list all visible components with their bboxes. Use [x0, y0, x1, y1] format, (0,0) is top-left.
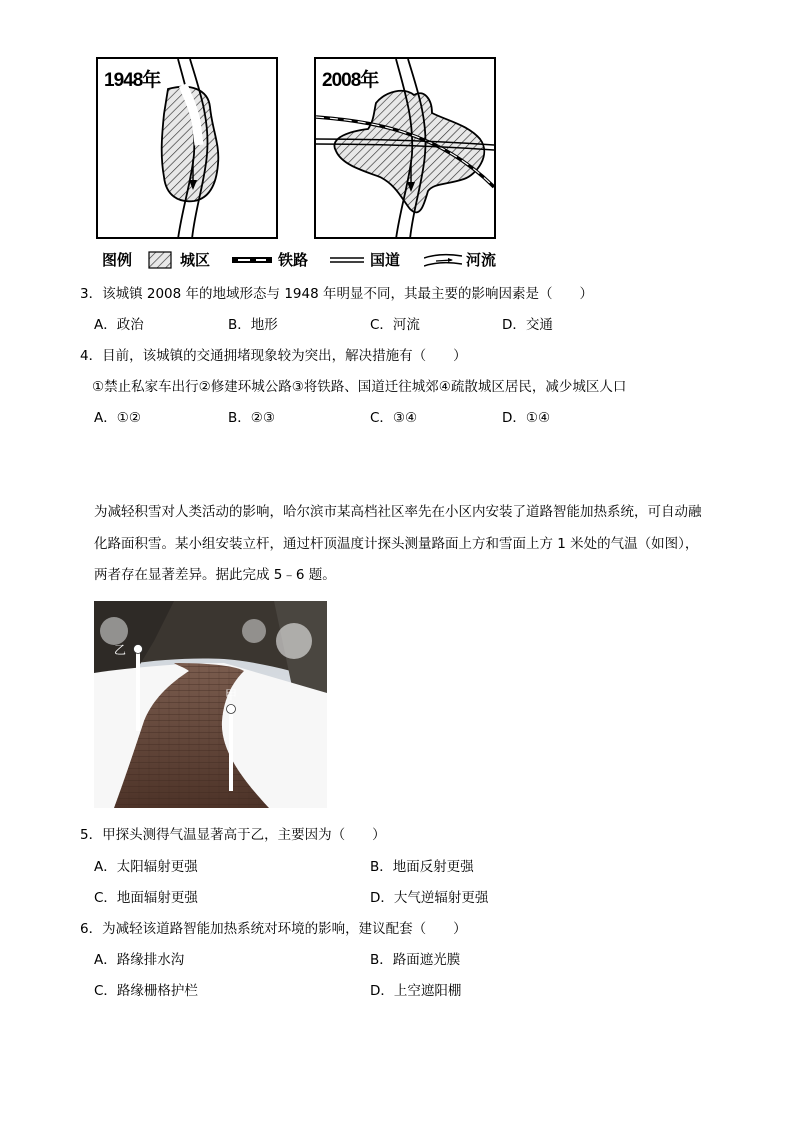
probe-jia: [227, 705, 236, 714]
q4-option-b[interactable]: B．②③: [228, 410, 275, 426]
q3-option-b[interactable]: B．地形: [228, 317, 278, 333]
legend-label-railway: 铁路: [278, 251, 309, 269]
question-4-stem: 4．目前，该城镇的交通拥堵现象较为突出，解决措施有（ ）: [80, 348, 467, 364]
map-2008-year-label: 2008年: [322, 70, 379, 91]
question-3-stem: 3．该城镇 2008 年的地域形态与 1948 年明显不同，其最主要的影响因素是（ ）: [80, 286, 593, 302]
map-2008-drawing: [316, 59, 494, 237]
probe-yi: [134, 645, 143, 654]
q4-option-a[interactable]: A．①②: [94, 410, 141, 426]
q4-option-c[interactable]: C．③④: [370, 410, 418, 426]
river-symbol-icon: [424, 252, 462, 270]
question-4-statements: ①禁止私家车出行②修建环城公路③将铁路、国道迁往城郊④疏散城区居民，减少城区人口: [92, 379, 627, 395]
passage-line-1: 为减轻积雪对人类活动的影响，哈尔滨市某高档社区率先在小区内安装了道路智能加热系统，可自动融: [94, 504, 702, 520]
q4-option-d[interactable]: D．①④: [502, 410, 551, 426]
question-5-stem: 5．甲探头测得气温显著高于乙，主要因为（ ）: [80, 827, 386, 843]
q5-option-c[interactable]: C．地面辐射更强: [94, 890, 198, 906]
national-road-symbol-icon: [330, 255, 364, 265]
q6-option-b[interactable]: B．路面遮光膜: [370, 952, 461, 968]
q6-option-d[interactable]: D．上空遮阳棚: [370, 983, 462, 999]
heated-road-photo: [94, 601, 327, 808]
urban-area-hatch-icon: [148, 251, 172, 269]
legend-label-river: 河流: [466, 251, 497, 269]
q5-option-a[interactable]: A．太阳辐射更强: [94, 859, 198, 875]
legend-label-road: 国道: [370, 251, 401, 269]
q6-option-c[interactable]: C．路缘栅格护栏: [94, 983, 198, 999]
map-1948-year-label: 1948年: [104, 70, 161, 91]
railway-symbol-icon: [232, 255, 272, 265]
passage-line-2: 化路面积雪。某小组安装立杆，通过杆顶温度计探头测量路面上方和雪面上方 1 米处的气温（如图），: [94, 536, 699, 552]
photo-label-yi: 乙: [114, 643, 127, 657]
q3-option-d[interactable]: D．交通: [502, 317, 553, 333]
passage-line-3: 两者存在显著差异。据此完成 5﹣6 题。: [94, 567, 336, 583]
question-6-stem: 6．为减轻该道路智能加热系统对环境的影响，建议配套（ ）: [80, 921, 467, 937]
map-legend: [102, 250, 522, 272]
q6-option-a[interactable]: A．路缘排水沟: [94, 952, 185, 968]
legend-title: 图例: [102, 251, 133, 269]
q3-option-a[interactable]: A．政治: [94, 317, 144, 333]
q5-option-d[interactable]: D．大气逆辐射更强: [370, 890, 489, 906]
heated-road-photo-drawing: [94, 601, 327, 808]
q5-option-b[interactable]: B．地面反射更强: [370, 859, 474, 875]
legend-label-urban: 城区: [180, 251, 211, 269]
map-1948-drawing: [98, 59, 276, 237]
photo-label-jia: 甲: [225, 688, 238, 702]
map-1948: [96, 57, 278, 239]
q3-option-c[interactable]: C．河流: [370, 317, 420, 333]
map-2008: [314, 57, 496, 239]
